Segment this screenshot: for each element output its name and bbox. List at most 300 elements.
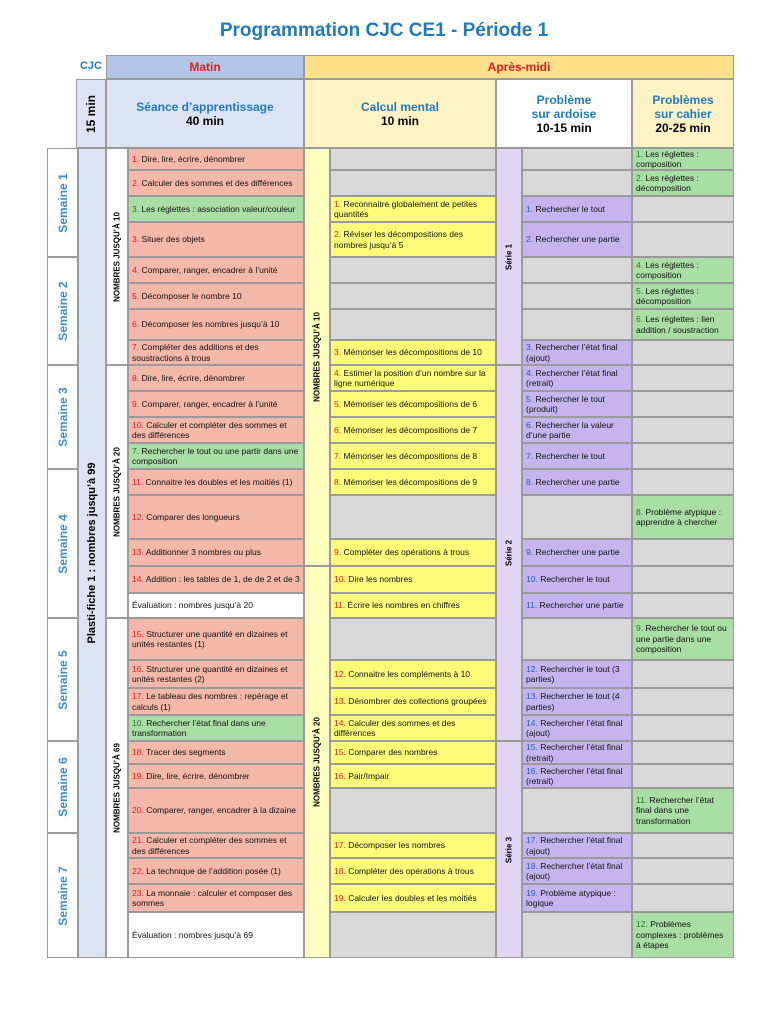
cell-text xyxy=(132,866,300,877)
cell-text xyxy=(636,623,730,655)
probleme-cahier-cell xyxy=(632,788,734,833)
calcul-mental-header xyxy=(304,79,496,148)
cell-text xyxy=(334,368,492,389)
seance-cell xyxy=(128,764,304,788)
seance-header xyxy=(106,79,304,148)
probleme-ardoise-cell xyxy=(522,391,632,417)
lesson-number: 12. xyxy=(636,919,651,930)
cell-text xyxy=(132,574,300,585)
probleme-cahier-cell xyxy=(632,365,734,391)
lesson-number: 10. xyxy=(526,574,541,585)
week-label-3 xyxy=(47,365,78,469)
week-label-1 xyxy=(47,148,78,257)
lesson-title: Les réglettes : décomposition xyxy=(636,172,699,193)
lesson-title: Les réglettes : association valeur/couleur xyxy=(141,203,296,214)
cahier-header xyxy=(632,79,734,148)
probleme-ardoise-cell xyxy=(522,170,632,196)
calcul-mental-cell xyxy=(330,443,496,469)
lesson-title: Les réglettes : lien addition / soustraction xyxy=(636,314,719,335)
lesson-number: 6. xyxy=(334,424,344,435)
calcul-mental-cell xyxy=(330,309,496,340)
seance-range-20 xyxy=(106,365,128,618)
lesson-number: 9. xyxy=(132,398,142,409)
lesson-number: 7. xyxy=(132,445,142,456)
lesson-title: Les réglettes : décomposition xyxy=(636,285,699,306)
seance-cell xyxy=(128,257,304,283)
lesson-title: Dénombrer des collections groupées xyxy=(348,696,487,707)
cell-text xyxy=(526,664,628,685)
seance-cell xyxy=(128,391,304,417)
lesson-number: 19. xyxy=(132,770,147,781)
lesson-title: Connaitre les compléments à 10 xyxy=(348,668,471,679)
lesson-number: 1. xyxy=(636,148,646,159)
week-label-5 xyxy=(47,618,78,741)
calcul-mental-cell xyxy=(330,715,496,741)
probleme-ardoise-cell xyxy=(522,660,632,688)
quinze-min-label: 15 min xyxy=(84,94,98,133)
probleme-ardoise-cell xyxy=(522,309,632,340)
lesson-title: Évaluation : nombres jusqu’à 69 xyxy=(132,929,253,940)
lesson-number: 18. xyxy=(132,747,147,758)
lesson-number: 15. xyxy=(526,742,541,752)
lesson-title: Rechercher la valeur d’une partie xyxy=(526,419,614,440)
week-label-text: Semaine 4 xyxy=(55,513,70,574)
header-duration: 10 min xyxy=(380,113,419,128)
lesson-title: Rechercher l’état final dans une transformation xyxy=(132,717,266,738)
probleme-cahier-cell xyxy=(632,148,734,170)
cell-text xyxy=(526,420,628,441)
cell-text xyxy=(526,574,628,585)
cell-text xyxy=(132,373,300,384)
lesson-title: Problème atypique : apprendre à chercher xyxy=(636,506,722,527)
lesson-number: 13. xyxy=(132,547,146,558)
header-label: Problème xyxy=(536,92,592,107)
seance-cell xyxy=(128,566,304,593)
header-duration: 20-25 min xyxy=(655,120,711,135)
apres-midi-header: Après-midi xyxy=(304,55,734,79)
seance-range-20-label: NOMBRES JUSQU’À 20 xyxy=(112,446,122,537)
lesson-title: Comparer, ranger, encadrer à l’unité xyxy=(141,264,278,275)
plasti-fiche-band-label: Plasti-fiche 1 : nombres jusqu’à 99 xyxy=(86,462,98,644)
lesson-title: Structurer une quantité en dizaines et unités restantes (2) xyxy=(132,663,288,684)
lesson-title: La technique de l’addition posée (1) xyxy=(146,865,281,876)
lesson-number: 22. xyxy=(132,865,147,876)
lesson-number: 8. xyxy=(526,476,536,487)
probleme-cahier-cell xyxy=(632,660,734,688)
lesson-title: Structurer une quantité en dizaines et unités restantes (1) xyxy=(132,628,288,649)
cell-text xyxy=(132,204,300,215)
lesson-title: Rechercher une partie xyxy=(535,547,620,558)
cell-text xyxy=(132,234,300,245)
lesson-number: 13. xyxy=(334,696,349,707)
calcul-mental-cell xyxy=(330,417,496,443)
calcul-range-10 xyxy=(304,148,330,566)
probleme-cahier-cell xyxy=(632,884,734,912)
probleme-ardoise-cell xyxy=(522,858,632,884)
seance-cell xyxy=(128,170,304,196)
seance-cell xyxy=(128,884,304,912)
cell-text xyxy=(334,893,492,904)
cell-text xyxy=(526,451,628,462)
week-label-2 xyxy=(47,257,78,365)
lesson-title: Calculer des sommes et des différences xyxy=(334,717,456,738)
lesson-number: 9. xyxy=(334,547,344,558)
lesson-title: Comparer, ranger, encadrer à l’unité xyxy=(141,398,278,409)
lesson-title: Rechercher le tout (produit) xyxy=(526,393,605,414)
lesson-title: Rechercher le tout xyxy=(540,574,610,585)
seance-cell xyxy=(128,788,304,833)
seance-cell xyxy=(128,495,304,539)
probleme-ardoise-cell xyxy=(522,257,632,283)
cell-text xyxy=(526,691,628,712)
cell-text xyxy=(132,265,300,276)
lesson-title: Rechercher le tout (3 parties) xyxy=(526,663,620,684)
lesson-number: 1. xyxy=(526,203,536,214)
calcul-mental-cell xyxy=(330,660,496,688)
lesson-title: Rechercher l’état final dans une transformation xyxy=(636,794,714,826)
calcul-mental-cell xyxy=(330,196,496,222)
lesson-number: 5. xyxy=(132,290,142,301)
lesson-title: Connaitre les doubles et les moitiés (1) xyxy=(145,476,293,487)
cell-text xyxy=(636,507,730,528)
cell-text xyxy=(334,425,492,436)
probleme-ardoise-cell xyxy=(522,593,632,618)
lesson-title: Les réglettes : composition xyxy=(636,259,699,280)
seance-cell xyxy=(128,309,304,340)
probleme-cahier-cell xyxy=(632,618,734,660)
header-label-line2: sur cahier xyxy=(654,106,712,121)
calcul-mental-cell xyxy=(330,858,496,884)
lesson-title: Le tableau des nombres : repérage et calculs (1) xyxy=(132,691,288,712)
cell-text xyxy=(526,234,628,245)
probleme-cahier-cell xyxy=(632,469,734,495)
cell-text xyxy=(334,547,492,558)
cell-text xyxy=(132,446,300,467)
cell-text xyxy=(334,866,492,877)
calcul-mental-cell xyxy=(330,340,496,365)
week-label-6 xyxy=(47,741,78,833)
calcul-mental-cell xyxy=(330,283,496,309)
probleme-ardoise-cell xyxy=(522,283,632,309)
serie-3-band-label: Série 3 xyxy=(504,836,514,863)
probleme-ardoise-cell xyxy=(522,417,632,443)
cell-text xyxy=(526,835,628,856)
probleme-cahier-cell xyxy=(632,858,734,884)
seance-cell xyxy=(128,283,304,309)
probleme-cahier-cell xyxy=(632,593,734,618)
lesson-title: Rechercher une partie xyxy=(539,600,624,611)
page-title: Programmation CJC CE1 - Période 1 xyxy=(219,20,549,41)
ardoise-header xyxy=(496,79,632,148)
cell-text xyxy=(636,795,730,827)
cell-text xyxy=(334,574,492,585)
lesson-title: Calculer des sommes et des différences xyxy=(141,177,293,188)
probleme-ardoise-cell xyxy=(522,764,632,788)
calcul-mental-cell xyxy=(330,688,496,715)
cell-text xyxy=(132,600,300,611)
cell-text xyxy=(132,154,300,165)
lesson-number: 6. xyxy=(526,419,536,430)
seance-cell xyxy=(128,365,304,391)
cell-text xyxy=(526,888,628,909)
lesson-number: 12. xyxy=(526,663,541,674)
lesson-title: Compléter des opérations à trous xyxy=(348,865,474,876)
lesson-number: 3. xyxy=(526,342,536,352)
header-duration: 40 min xyxy=(185,113,224,128)
cell-text xyxy=(132,178,300,189)
calcul-mental-cell xyxy=(330,469,496,495)
probleme-cahier-cell xyxy=(632,833,734,858)
cell-text xyxy=(334,199,492,220)
lesson-title: Compléter des opérations à trous xyxy=(343,547,470,558)
calcul-mental-cell xyxy=(330,912,496,958)
lesson-number: 2. xyxy=(334,229,344,239)
seance-cell xyxy=(128,417,304,443)
lesson-number: 21. xyxy=(132,835,147,845)
lesson-title: Comparer des longueurs xyxy=(146,511,240,522)
lesson-number: 14. xyxy=(334,717,349,728)
cell-text xyxy=(132,420,300,441)
seance-cell xyxy=(128,688,304,715)
probleme-cahier-cell xyxy=(632,764,734,788)
lesson-title: Calculer les doubles et les moitiés xyxy=(348,892,477,903)
lesson-number: 11. xyxy=(526,600,540,611)
seance-cell xyxy=(128,858,304,884)
lesson-number: 1. xyxy=(132,153,142,164)
probleme-ardoise-cell xyxy=(522,688,632,715)
cell-text xyxy=(526,477,628,488)
lesson-number: 11. xyxy=(636,794,650,805)
cell-text xyxy=(526,600,628,611)
cell-text xyxy=(132,747,300,758)
seance-cell xyxy=(128,148,304,170)
cell-text xyxy=(334,600,492,611)
lesson-title: Décomposer les nombres jusqu’à 10 xyxy=(141,319,280,330)
calcul-range-20-label: NOMBRES JUSQU’À 20 xyxy=(312,717,322,807)
lesson-number: 17. xyxy=(334,840,349,851)
lesson-title: Évaluation : nombres jusqu’à 20 xyxy=(132,600,253,611)
lesson-title: Décomposer les nombres xyxy=(348,840,446,851)
probleme-cahier-cell xyxy=(632,741,734,764)
probleme-cahier-cell xyxy=(632,566,734,593)
lesson-title: Rechercher le tout xyxy=(535,203,605,214)
lesson-number: 13. xyxy=(526,691,541,701)
cell-text xyxy=(636,173,730,194)
calcul-mental-cell xyxy=(330,495,496,539)
probleme-ardoise-cell xyxy=(522,340,632,365)
lesson-number: 10. xyxy=(334,574,349,585)
probleme-cahier-cell xyxy=(632,309,734,340)
probleme-cahier-cell xyxy=(632,222,734,257)
lesson-number: 2. xyxy=(132,177,142,188)
lesson-number: 15. xyxy=(334,747,349,758)
lesson-number: 19. xyxy=(334,892,349,903)
calcul-mental-cell xyxy=(330,741,496,764)
calcul-mental-cell xyxy=(330,365,496,391)
lesson-title: Comparer, ranger, encadrer à la dizaine xyxy=(146,805,296,816)
probleme-ardoise-cell xyxy=(522,365,632,391)
lesson-title: Comparer des nombres xyxy=(348,747,438,758)
calcul-mental-cell xyxy=(330,884,496,912)
calcul-range-20 xyxy=(304,566,330,958)
calcul-range-10-label: NOMBRES JUSQU’À 10 xyxy=(312,312,322,402)
lesson-number: 6. xyxy=(636,314,646,324)
lesson-number: 3. xyxy=(132,203,142,214)
lesson-title: Mémoriser les décompositions de 9 xyxy=(343,476,478,487)
probleme-ardoise-cell xyxy=(522,443,632,469)
lesson-title: Mémoriser les décompositions de 10 xyxy=(343,347,482,358)
lesson-number: 5. xyxy=(636,285,646,296)
probleme-ardoise-cell xyxy=(522,495,632,539)
seance-range-10 xyxy=(106,148,128,365)
lesson-title: Addition : les tables de 1, de de 2 et de 3 xyxy=(145,574,300,585)
calcul-mental-cell xyxy=(330,764,496,788)
calcul-mental-cell xyxy=(330,566,496,593)
cell-text xyxy=(132,512,300,523)
week-label-text: Semaine 1 xyxy=(55,172,70,233)
cell-text xyxy=(636,260,730,281)
serie-2-band-label: Série 2 xyxy=(504,539,514,567)
lesson-number: 9. xyxy=(526,547,536,558)
probleme-ardoise-cell xyxy=(522,715,632,741)
probleme-ardoise-cell xyxy=(522,539,632,566)
serie-2-band xyxy=(496,365,522,741)
cell-text xyxy=(132,342,300,363)
lesson-title: Les réglettes : composition xyxy=(636,148,699,169)
probleme-cahier-cell xyxy=(632,196,734,222)
calcul-mental-cell xyxy=(330,148,496,170)
probleme-ardoise-cell xyxy=(522,618,632,660)
lesson-title: Décomposer le nombre 10 xyxy=(141,290,242,301)
cell-text xyxy=(132,718,300,739)
lesson-title: Dire, lire, écrire, dénombrer xyxy=(141,372,245,383)
lesson-number: 18. xyxy=(526,860,541,871)
cell-text xyxy=(526,861,628,882)
probleme-ardoise-cell xyxy=(522,884,632,912)
cell-text xyxy=(132,930,300,941)
lesson-title: Rechercher le tout (4 parties) xyxy=(526,691,620,712)
cell-text xyxy=(526,342,628,363)
lesson-title: Dire, lire, écrire, dénombrer xyxy=(146,770,250,781)
lesson-title: Rechercher l’état final (retrait) xyxy=(526,742,623,763)
lesson-title: Additionner 3 nombres ou plus xyxy=(145,547,262,558)
lesson-title: Pair/Impair xyxy=(348,770,390,781)
lesson-number: 2. xyxy=(636,172,646,183)
cell-text xyxy=(334,669,492,680)
seance-cell xyxy=(128,912,304,958)
seance-cell xyxy=(128,469,304,495)
cell-text xyxy=(526,394,628,415)
lesson-number: 17. xyxy=(132,691,147,701)
probleme-cahier-cell xyxy=(632,417,734,443)
lesson-title: Mémoriser les décompositions de 7 xyxy=(343,424,478,435)
calcul-mental-cell xyxy=(330,391,496,417)
lesson-number: 23. xyxy=(132,887,147,898)
lesson-number: 7. xyxy=(526,450,536,461)
lesson-number: 6. xyxy=(132,319,142,330)
lesson-title: Compléter des additions et des soustractions à trous xyxy=(132,342,259,363)
header-duration: 10-15 min xyxy=(536,120,592,135)
lesson-number: 10. xyxy=(132,717,147,728)
cell-text xyxy=(334,451,492,462)
probleme-cahier-cell xyxy=(632,715,734,741)
seance-cell xyxy=(128,222,304,257)
lesson-number: 5. xyxy=(526,393,536,404)
lesson-number: 7. xyxy=(132,342,142,352)
lesson-number: 1. xyxy=(334,198,344,209)
cell-text xyxy=(636,286,730,307)
cell-text xyxy=(334,718,492,739)
header-label: Séance d’apprentissage xyxy=(136,99,274,114)
lesson-title: Rechercher l’état final (ajout) xyxy=(526,860,623,881)
probleme-ardoise-cell xyxy=(522,196,632,222)
probleme-cahier-cell xyxy=(632,257,734,283)
lesson-number: 18. xyxy=(334,865,349,876)
calcul-mental-cell xyxy=(330,593,496,618)
serie-1-band-label: Série 1 xyxy=(504,243,514,270)
week-label-text: Semaine 6 xyxy=(55,757,70,817)
cell-text xyxy=(132,691,300,712)
probleme-cahier-cell xyxy=(632,283,734,309)
serie-3-band xyxy=(496,741,522,958)
cell-text xyxy=(334,840,492,851)
lesson-number: 14. xyxy=(526,717,541,728)
lesson-title: Rechercher le tout ou une partie dans une composition xyxy=(636,623,727,655)
lesson-title: Situer des objets xyxy=(141,234,205,245)
week-label-text: Semaine 3 xyxy=(55,387,70,447)
probleme-cahier-cell xyxy=(632,443,734,469)
lesson-number: 16. xyxy=(334,770,349,781)
lesson-title: La monnaie : calculer et composer des sommes xyxy=(132,887,293,908)
lesson-number: 8. xyxy=(132,372,142,383)
week-label-text: Semaine 2 xyxy=(55,281,70,341)
calcul-mental-cell xyxy=(330,539,496,566)
lesson-number: 11. xyxy=(334,600,348,611)
seance-cell xyxy=(128,196,304,222)
lesson-number: 10. xyxy=(132,419,147,430)
probleme-ardoise-cell xyxy=(522,566,632,593)
cell-text xyxy=(526,368,628,389)
header-label: Calcul mental xyxy=(360,99,440,114)
cjc-header: CJC xyxy=(79,60,102,72)
lesson-number: 20. xyxy=(132,805,147,816)
cell-text xyxy=(132,805,300,816)
cell-text xyxy=(132,291,300,302)
lesson-number: 4. xyxy=(334,367,344,378)
cell-text xyxy=(132,835,300,856)
cell-text xyxy=(636,919,730,951)
cell-text xyxy=(334,229,492,250)
seance-range-10-label: NOMBRES JUSQU’À 10 xyxy=(112,211,122,302)
calcul-mental-cell xyxy=(330,833,496,858)
lesson-number: 11. xyxy=(132,476,146,487)
calcul-mental-cell xyxy=(330,618,496,660)
week-label-4 xyxy=(47,469,78,618)
lesson-title: Rechercher l’état final (retrait) xyxy=(526,765,623,786)
lesson-title: Rechercher l’état final (retrait) xyxy=(526,367,618,388)
probleme-ardoise-cell xyxy=(522,912,632,958)
cell-text xyxy=(334,696,492,707)
cell-text xyxy=(132,888,300,909)
cell-text xyxy=(636,314,730,335)
cell-text xyxy=(334,399,492,410)
lesson-title: Rechercher l’état final (ajout) xyxy=(526,342,618,363)
lesson-title: Problème atypique : logique xyxy=(526,887,616,908)
quinze-min-header xyxy=(76,79,106,148)
probleme-ardoise-cell xyxy=(522,222,632,257)
lesson-number: 14. xyxy=(132,574,146,585)
cell-text xyxy=(334,771,492,782)
